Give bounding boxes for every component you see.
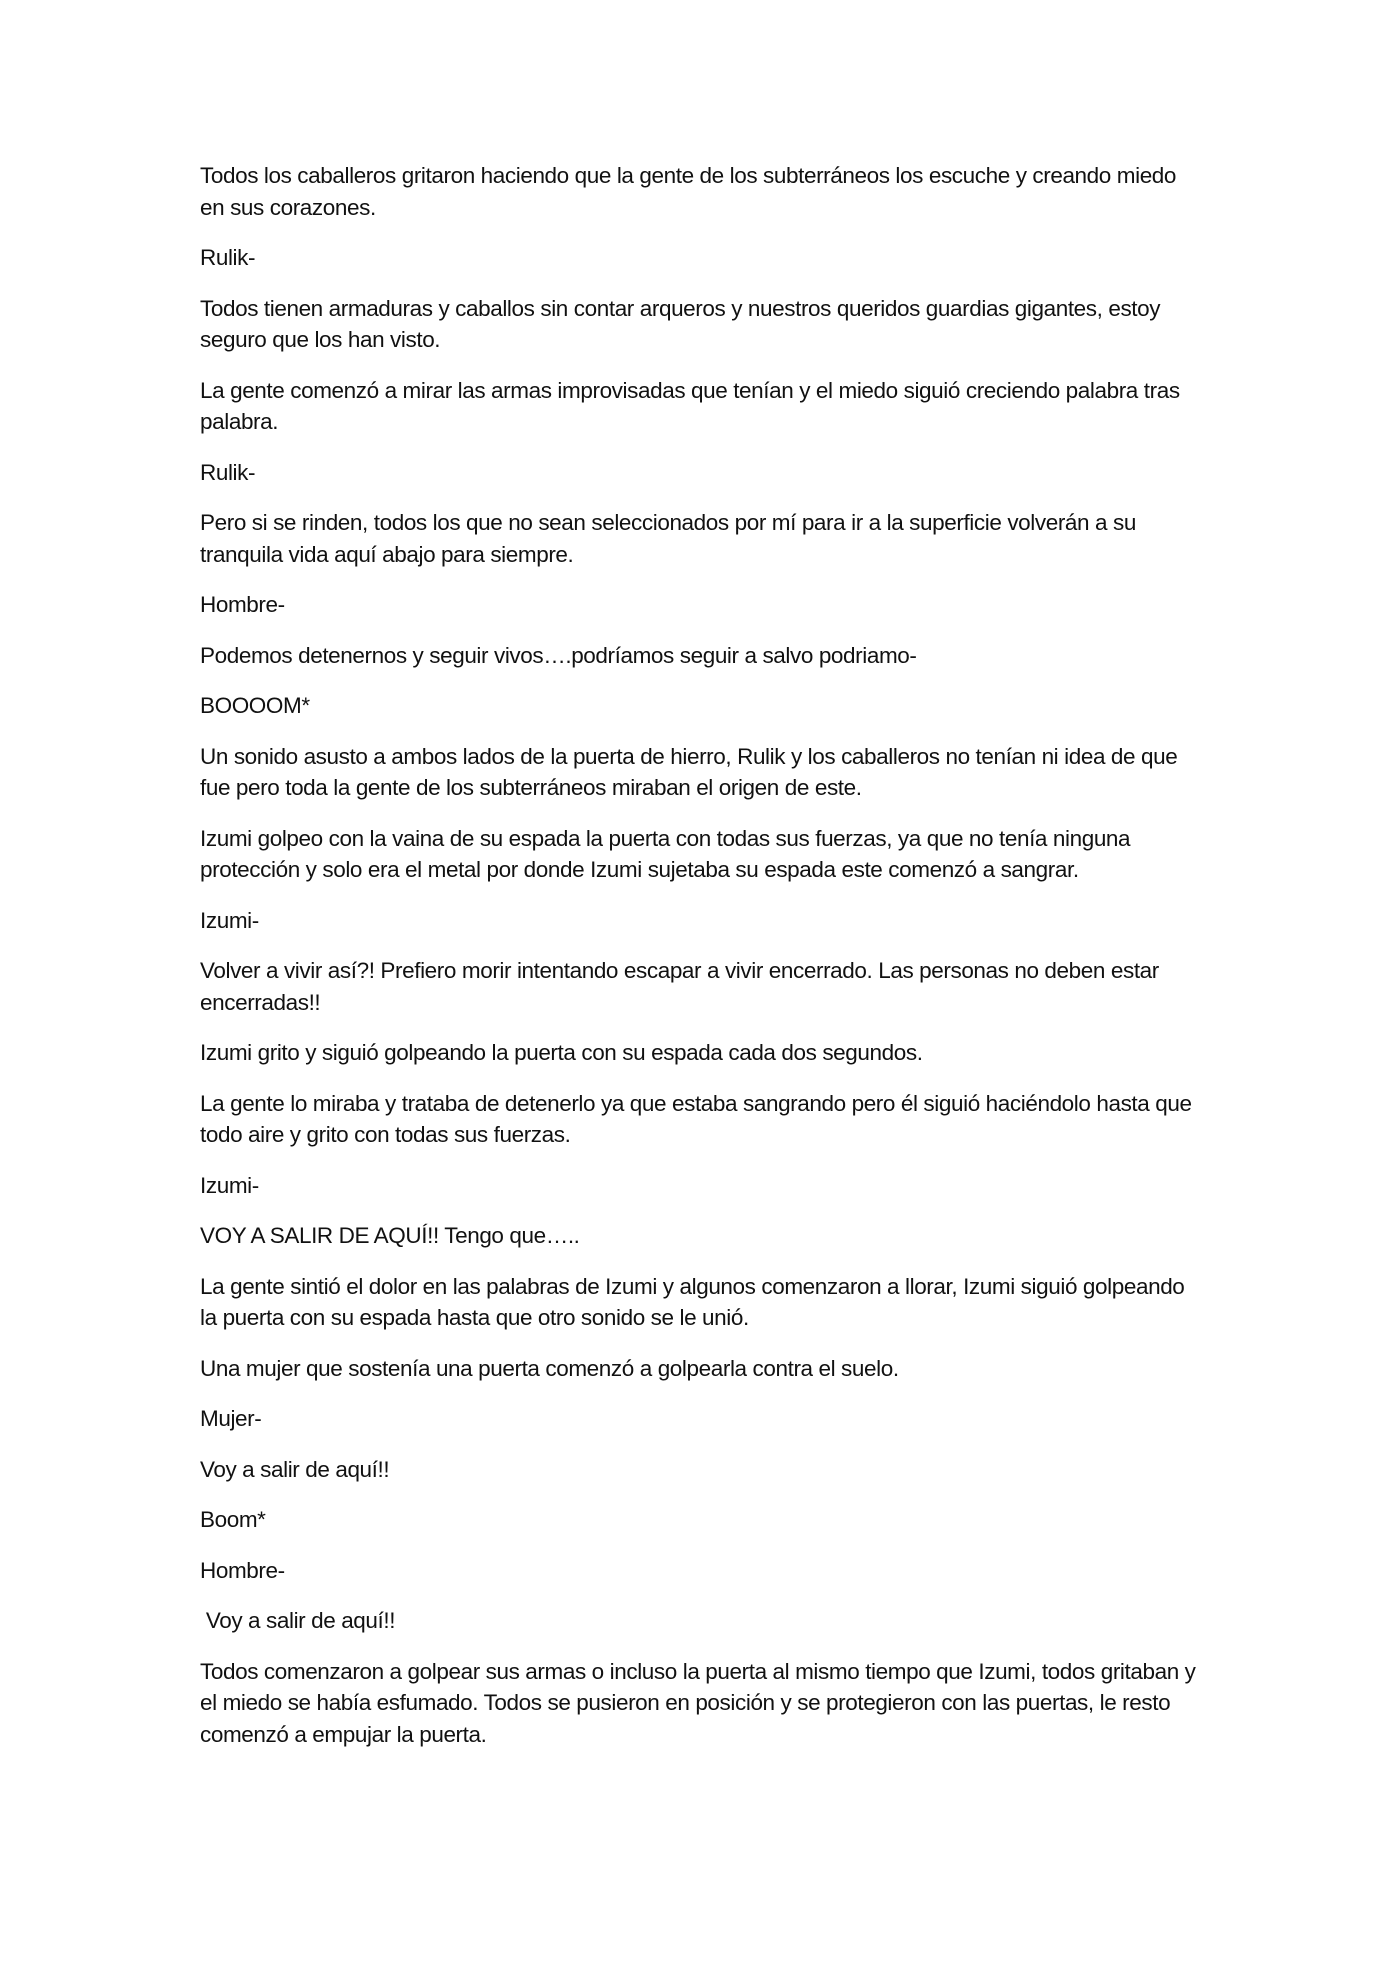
document-body [200, 160, 1200, 1769]
speaker-mujer: Mujer- [200, 1406, 262, 1431]
paragraph-8: Podemos detenernos y seguir vivos….podríamos seguir a salvo podriamo- [200, 642, 917, 668]
speaker-rulik: Rulik- [200, 245, 256, 270]
paragraph-21: Voy a salir de aquí!! [200, 1456, 390, 1482]
paragraph-24: Voy a salir de aquí!! [200, 1608, 396, 1633]
paragraph-15: La gente lo miraba y trataba de detenerlo ya que estaba sangrando pero él siguió haciéndolo hasta que todo aire y grito con todas sus fuerzas. [200, 1090, 1198, 1147]
paragraph-4: La gente comenzó a mirar las armas improvisadas que tenían y el miedo siguió creciendo palabra tras palabra. [200, 377, 1186, 434]
sound-effect: Boom* [200, 1507, 266, 1532]
paragraph-25: Todos comenzaron a golpear sus armas o incluso la puerta al mismo tiempo que Izumi, todos gritaban y el miedo se había esfumado. Todos se pusieron en posición y se protegieron con las puertas, le resto comenzó a empujar la puerta. [200, 1658, 1202, 1747]
paragraph-14: Izumi grito y siguió golpeando la puerta con su espada cada dos segundos. [200, 1040, 923, 1065]
paragraph-1: Todos los caballeros gritaron haciendo que la gente de los subterráneos los escuche y creando miedo en sus corazones. [200, 163, 1182, 220]
speaker-rulik: Rulik- [200, 459, 256, 485]
paragraph-11: Izumi golpeo con la vaina de su espada la puerta con todas sus fuerzas, ya que no tenía ninguna protección y solo era el metal por donde Izumi sujetaba su espada este comenzó a sangrar. [200, 825, 1137, 882]
paragraph-18: La gente sintió el dolor en las palabras de Izumi y algunos comenzaron a llorar, Izumi siguió golpeando la puerta con su espada hasta que otro sonido se le unió. [200, 1273, 1191, 1330]
speaker-hombre: Hombre- [200, 1557, 285, 1583]
sound-effect: BOOOOM* [200, 693, 310, 718]
paragraph-6: Pero si se rinden, todos los que no sean seleccionados por mí para ir a la superficie volverán a su tranquila vida aquí abajo para siempre. [200, 510, 1142, 567]
paragraph-13: Volver a vivir así?! Prefiero morir intentando escapar a vivir encerrado. Las personas no deben estar encerradas!! [200, 958, 1165, 1015]
speaker-izumi: Izumi- [200, 907, 259, 933]
paragraph-19: Una mujer que sostenía una puerta comenzó a golpearla contra el suelo. [200, 1355, 899, 1381]
speaker-hombre: Hombre- [200, 592, 285, 617]
paragraph-10: Un sonido asusto a ambos lados de la puerta de hierro, Rulik y los caballeros no tenían ni idea de que fue pero toda la gente de los subterráneos miraban el origen de este. [200, 743, 1184, 800]
paragraph-3: Todos tienen armaduras y caballos sin contar arqueros y nuestros queridos guardias gigantes, estoy seguro que los han visto. [200, 295, 1166, 352]
speaker-izumi: Izumi- [200, 1172, 259, 1198]
paragraph-17: VOY A SALIR DE AQUÍ!! Tengo que….. [200, 1223, 580, 1248]
